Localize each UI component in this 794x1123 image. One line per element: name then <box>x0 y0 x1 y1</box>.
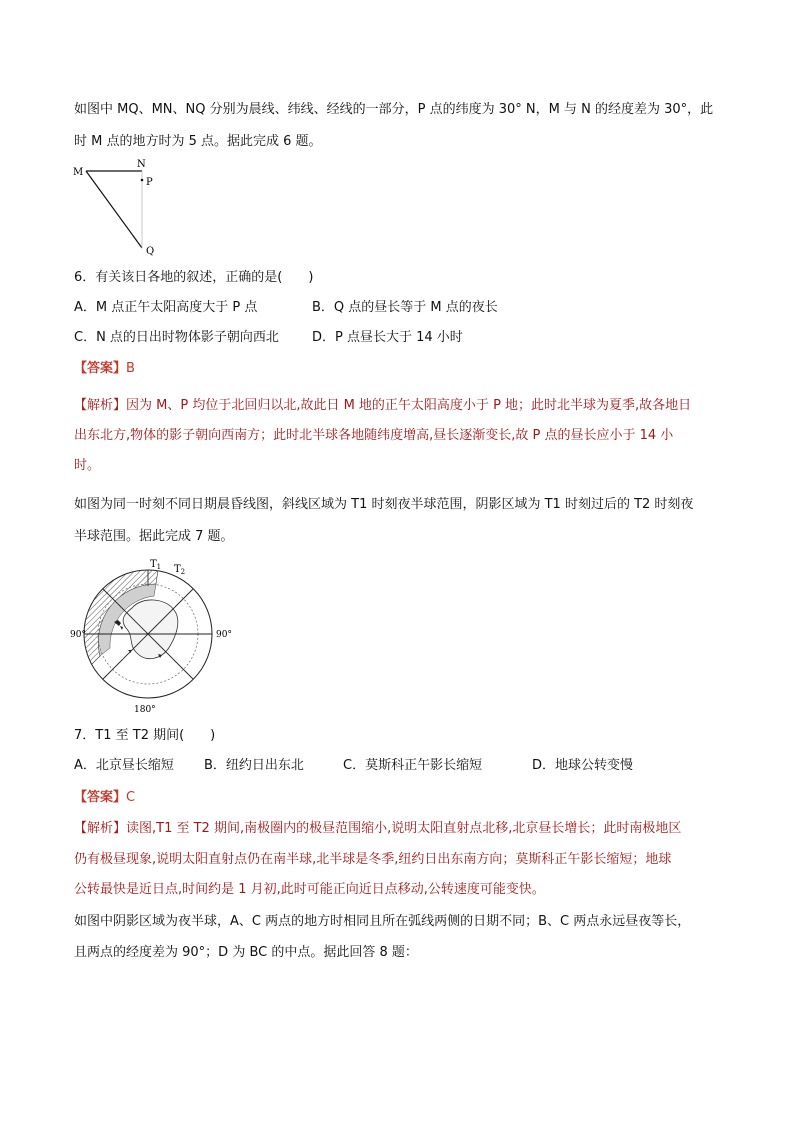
label-t1: $T_1$ <box>150 559 162 571</box>
q6-answer-tag: 【答案】 <box>74 361 127 376</box>
q6-answer-letter: B <box>126 361 135 376</box>
q6-analysis-line1: 【解析】因为 M、P 均位于北回归以北,故此日 M 地的正午太阳高度小于 P 地；此时北半球为夏季,故各地日 <box>74 398 692 413</box>
label-n: N <box>137 159 146 170</box>
q7-figure <box>70 556 240 716</box>
q6-stem: 6．有关该日各地的叙述，正确的是( ) <box>74 270 314 285</box>
label-q: Q <box>146 246 155 257</box>
q6-option-c[interactable]: C．N 点的日出时物体影子朝向西北 <box>74 330 279 345</box>
q7-analysis-line3: 公转最快是近日点,时间约是 1 月初,此时可能正向近日点移动,公转速度可能变快。 <box>74 882 545 897</box>
q6-intro-line1: 如图中 MQ、MN、NQ 分别为晨线、纬线、经线的一部分，P 点的纬度为 30° N，M 与 N 的经度差为 30°，此 <box>74 102 714 117</box>
label-p: P <box>146 177 153 188</box>
label-t2: $T_2$ <box>174 564 186 576</box>
q8-intro-line1: 如图中阴影区域为夜半球，A、C 两点的地方时相同且所在弧线两侧的日期不同；B、C 两点永远昼夜等长， <box>74 914 691 929</box>
q6-option-d[interactable]: D．P 点昼长大于 14 小时 <box>312 330 463 345</box>
point-p <box>141 179 144 182</box>
q7-option-a[interactable]: A．北京昼长缩短 <box>74 758 174 773</box>
q7-option-d[interactable]: D．地球公转变慢 <box>532 758 634 773</box>
q6-intro-line2: 时 M 点的地方时为 5 点。据此完成 6 题。 <box>74 134 322 149</box>
q6-figure <box>70 158 170 258</box>
q6-option-a[interactable]: A．M 点正午太阳高度大于 P 点 <box>74 300 258 315</box>
label-90-left: 90° <box>70 630 86 640</box>
q7-stem: 7．T1 至 T2 期间( ) <box>74 728 216 743</box>
q7-answer-tag: 【答案】 <box>74 790 127 805</box>
q6-analysis-line2: 出东北方,物体的影子朝向西南方；此时北半球各地随纬度增高,昼长逐渐变长,故 P 点的昼长应小于 14 小 <box>74 428 674 443</box>
q7-intro-line2: 半球范围。据此完成 7 题。 <box>74 529 234 544</box>
q7-answer-letter: C <box>126 790 136 805</box>
q6-answer <box>74 357 724 381</box>
q7-answer <box>74 786 724 810</box>
label-180: 180° <box>134 705 156 715</box>
q7-analysis-line1: 【解析】读图,T1 至 T2 期间,南极圈内的极昼范围缩小,说明太阳直射点北移,北京昼长增长；此时南极地区 <box>74 821 682 836</box>
q6-option-b[interactable]: B．Q 点的昼长等于 M 点的夜长 <box>312 300 498 315</box>
q7-option-c[interactable]: C．莫斯科正午影长缩短 <box>343 758 483 773</box>
q8-intro-line2: 且两点的经度差为 90°；D 为 BC 的中点。据此回答 8 题： <box>74 945 418 960</box>
q7-option-b[interactable]: B．纽约日出东北 <box>204 758 304 773</box>
label-90-right: 90° <box>216 630 232 640</box>
q6-analysis-line3: 时。 <box>74 458 101 473</box>
q7-analysis-line2: 仍有极昼现象,说明太阳直射点仍在南半球,北半球是冬季,纽约日出东南方向；莫斯科正午影长缩短；地球 <box>74 852 672 867</box>
line-mq <box>86 171 142 248</box>
label-m: M <box>73 167 84 178</box>
q7-intro-line1: 如图为同一时刻不同日期晨昏线图，斜线区域为 T1 时刻夜半球范围，阴影区域为 T1 时刻过后的 T2 时刻夜 <box>74 497 694 512</box>
